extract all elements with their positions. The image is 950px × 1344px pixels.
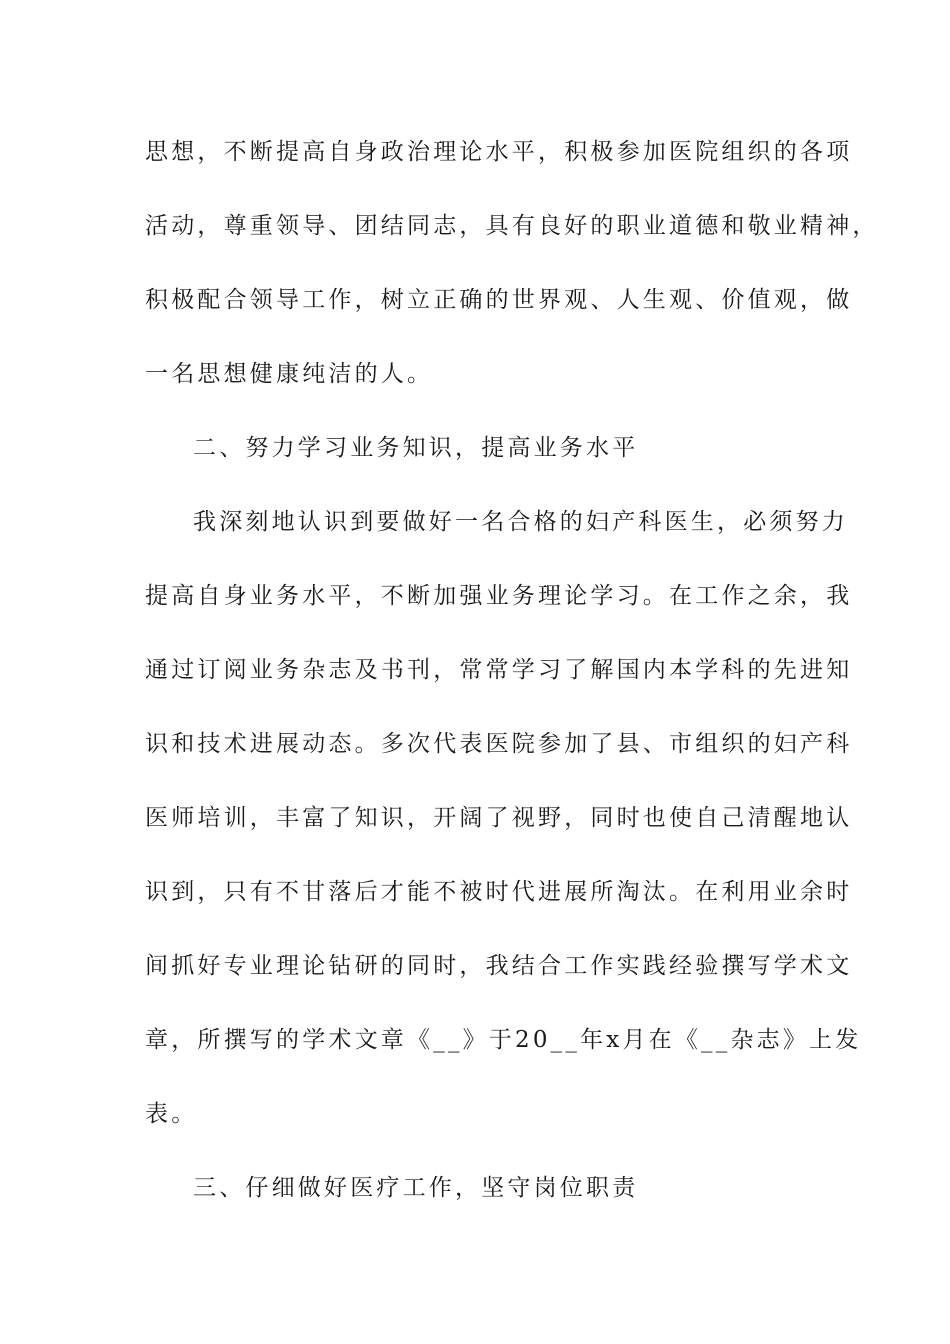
paragraph1-line-3: 积极配合领导工作，树立正确的世界观、人生观、价值观，做	[145, 287, 853, 313]
paragraph2-line-6: 识到，只有不甘落后才能不被时代进展所淘汰。在利用业余时	[145, 879, 853, 905]
paragraph2-line-2: 提高自身业务水平，不断加强业务理论学习。在工作之余，我	[145, 583, 853, 609]
paragraph1-line-1: 思想，不断提高自身政治理论水平，积极参加医院组织的各项	[145, 139, 853, 165]
paragraph2-line-4: 识和技术进展动态。多次代表医院参加了县、市组织的妇产科	[145, 731, 853, 757]
paragraph2-line-1: 我深刻地认识到要做好一名合格的妇产科医生，必须努力	[193, 509, 848, 535]
section-heading-3: 三、仔细做好医疗工作，坚守岗位职责	[193, 1175, 639, 1201]
paragraph2-line-8: 章，所撰写的学术文章《__》于20__年x月在《__杂志》上发	[145, 1027, 862, 1053]
paragraph2-line-9: 表。	[145, 1101, 198, 1127]
paragraph2-line-3: 通过订阅业务杂志及书刊，常常学习了解国内本学科的先进知	[145, 657, 853, 683]
paragraph1-line-2: 活动，尊重领导、团结同志，具有良好的职业道德和敬业精神，	[145, 213, 879, 239]
paragraph1-line-4: 一名思想健康纯洁的人。	[145, 361, 434, 387]
section-heading-2: 二、努力学习业务知识，提高业务水平	[193, 435, 639, 461]
paragraph2-line-5: 医师培训，丰富了知识，开阔了视野，同时也使自己清醒地认	[145, 805, 853, 831]
paragraph2-line-7: 间抓好专业理论钻研的同时，我结合工作实践经验撰写学术文	[145, 953, 853, 979]
